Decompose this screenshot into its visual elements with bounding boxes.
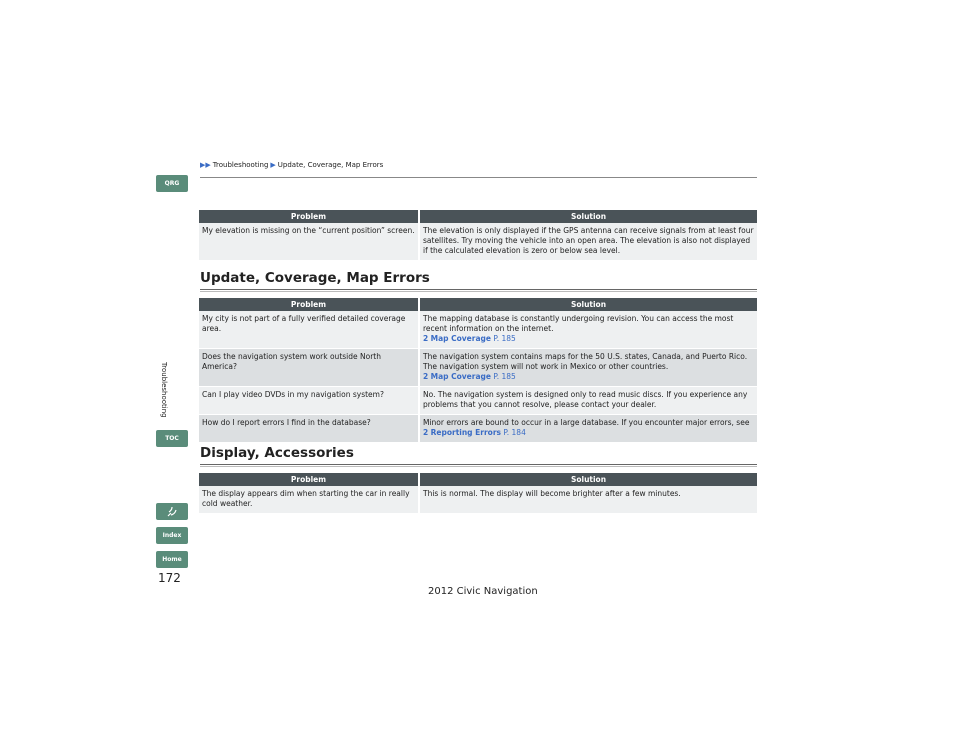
table-row [199,349,757,387]
reference-marker-icon: 2 [423,372,429,381]
link-page[interactable]: P. 185 [493,372,516,381]
link-map-coverage[interactable]: Map Coverage [430,372,491,381]
header-solution: Solution [419,298,757,311]
problem-cell: My elevation is missing on the “current position” screen. [199,223,419,261]
problem-cell: My city is not part of a fully verified detailed coverage area. [199,311,419,349]
solution-cell [419,311,757,349]
solution-cell [419,415,757,443]
link-page[interactable]: P. 185 [493,334,516,343]
tab-home[interactable]: Home [156,551,188,568]
solution-cell: The elevation is only displayed if the GPS antenna can receive signals from at least four satellites. Try moving the vehicle into an open area. The elevation is also not displayed if the calculated elevation is zero or below sea level. [419,223,757,261]
solution-text: The mapping database is constantly undergoing revision. You can access the most recent information on the internet. [423,314,734,333]
reference-marker-icon: 2 [423,334,429,343]
voice-command-icon [166,506,178,518]
problem-table-1 [199,210,757,261]
footer-title: 2012 Civic Navigation [428,586,538,597]
problem-cell: Can I play video DVDs in my navigation system? [199,387,419,415]
problem-cell: How do I report errors I find in the database? [199,415,419,443]
header-divider [200,177,757,178]
header-solution: Solution [419,210,757,223]
solution-cell [419,349,757,387]
table-header-row [199,473,757,486]
section-divider [200,464,757,465]
section-divider [200,291,757,292]
table-row [199,387,757,415]
problem-cell: Does the navigation system work outside North America? [199,349,419,387]
header-problem: Problem [199,210,419,223]
table-header-row [199,210,757,223]
section-divider [200,289,757,290]
arrow-right-icon: ▶ [270,161,276,169]
solution-cell: No. The navigation system is designed only to read music discs. If you experience any problems that you cannot resolve, please contact your dealer. [419,387,757,415]
link-page[interactable]: P. 184 [503,428,526,437]
arrow-right-icon: ▶▶ [200,161,211,169]
problem-table-3 [199,473,757,514]
page-number: 172 [158,571,181,585]
tab-qrg[interactable]: QRG [156,175,188,192]
header-problem: Problem [199,473,419,486]
tab-voice[interactable] [156,503,188,520]
solution-cell: This is normal. The display will become brighter after a few minutes. [419,486,757,514]
breadcrumb-item-current: Update, Coverage, Map Errors [277,161,384,169]
side-section-label: Troubleshooting [160,362,168,418]
link-reporting-errors[interactable]: Reporting Errors [430,428,502,437]
section-title-update: Update, Coverage, Map Errors [200,270,430,286]
tab-toc[interactable]: TOC [156,430,188,447]
table-row [199,486,757,514]
header-solution: Solution [419,473,757,486]
tab-index[interactable]: Index [156,527,188,544]
section-title-display: Display, Accessories [200,445,354,461]
table-row [199,415,757,443]
table-row [199,311,757,349]
breadcrumb-item-troubleshooting[interactable]: Troubleshooting [212,161,269,169]
solution-text: The navigation system contains maps for the 50 U.S. states, Canada, and Puerto Rico. The navigation system will not work in Mexico or other countries. [423,352,748,371]
problem-table-2 [199,298,757,443]
breadcrumb [200,161,383,169]
solution-text: Minor errors are bound to occur in a large database. If you encounter major errors, see [423,418,750,427]
table-row [199,223,757,261]
header-problem: Problem [199,298,419,311]
section-divider [200,466,757,467]
table-header-row [199,298,757,311]
reference-marker-icon: 2 [423,428,429,437]
problem-cell: The display appears dim when starting the car in really cold weather. [199,486,419,514]
link-map-coverage[interactable]: Map Coverage [430,334,491,343]
